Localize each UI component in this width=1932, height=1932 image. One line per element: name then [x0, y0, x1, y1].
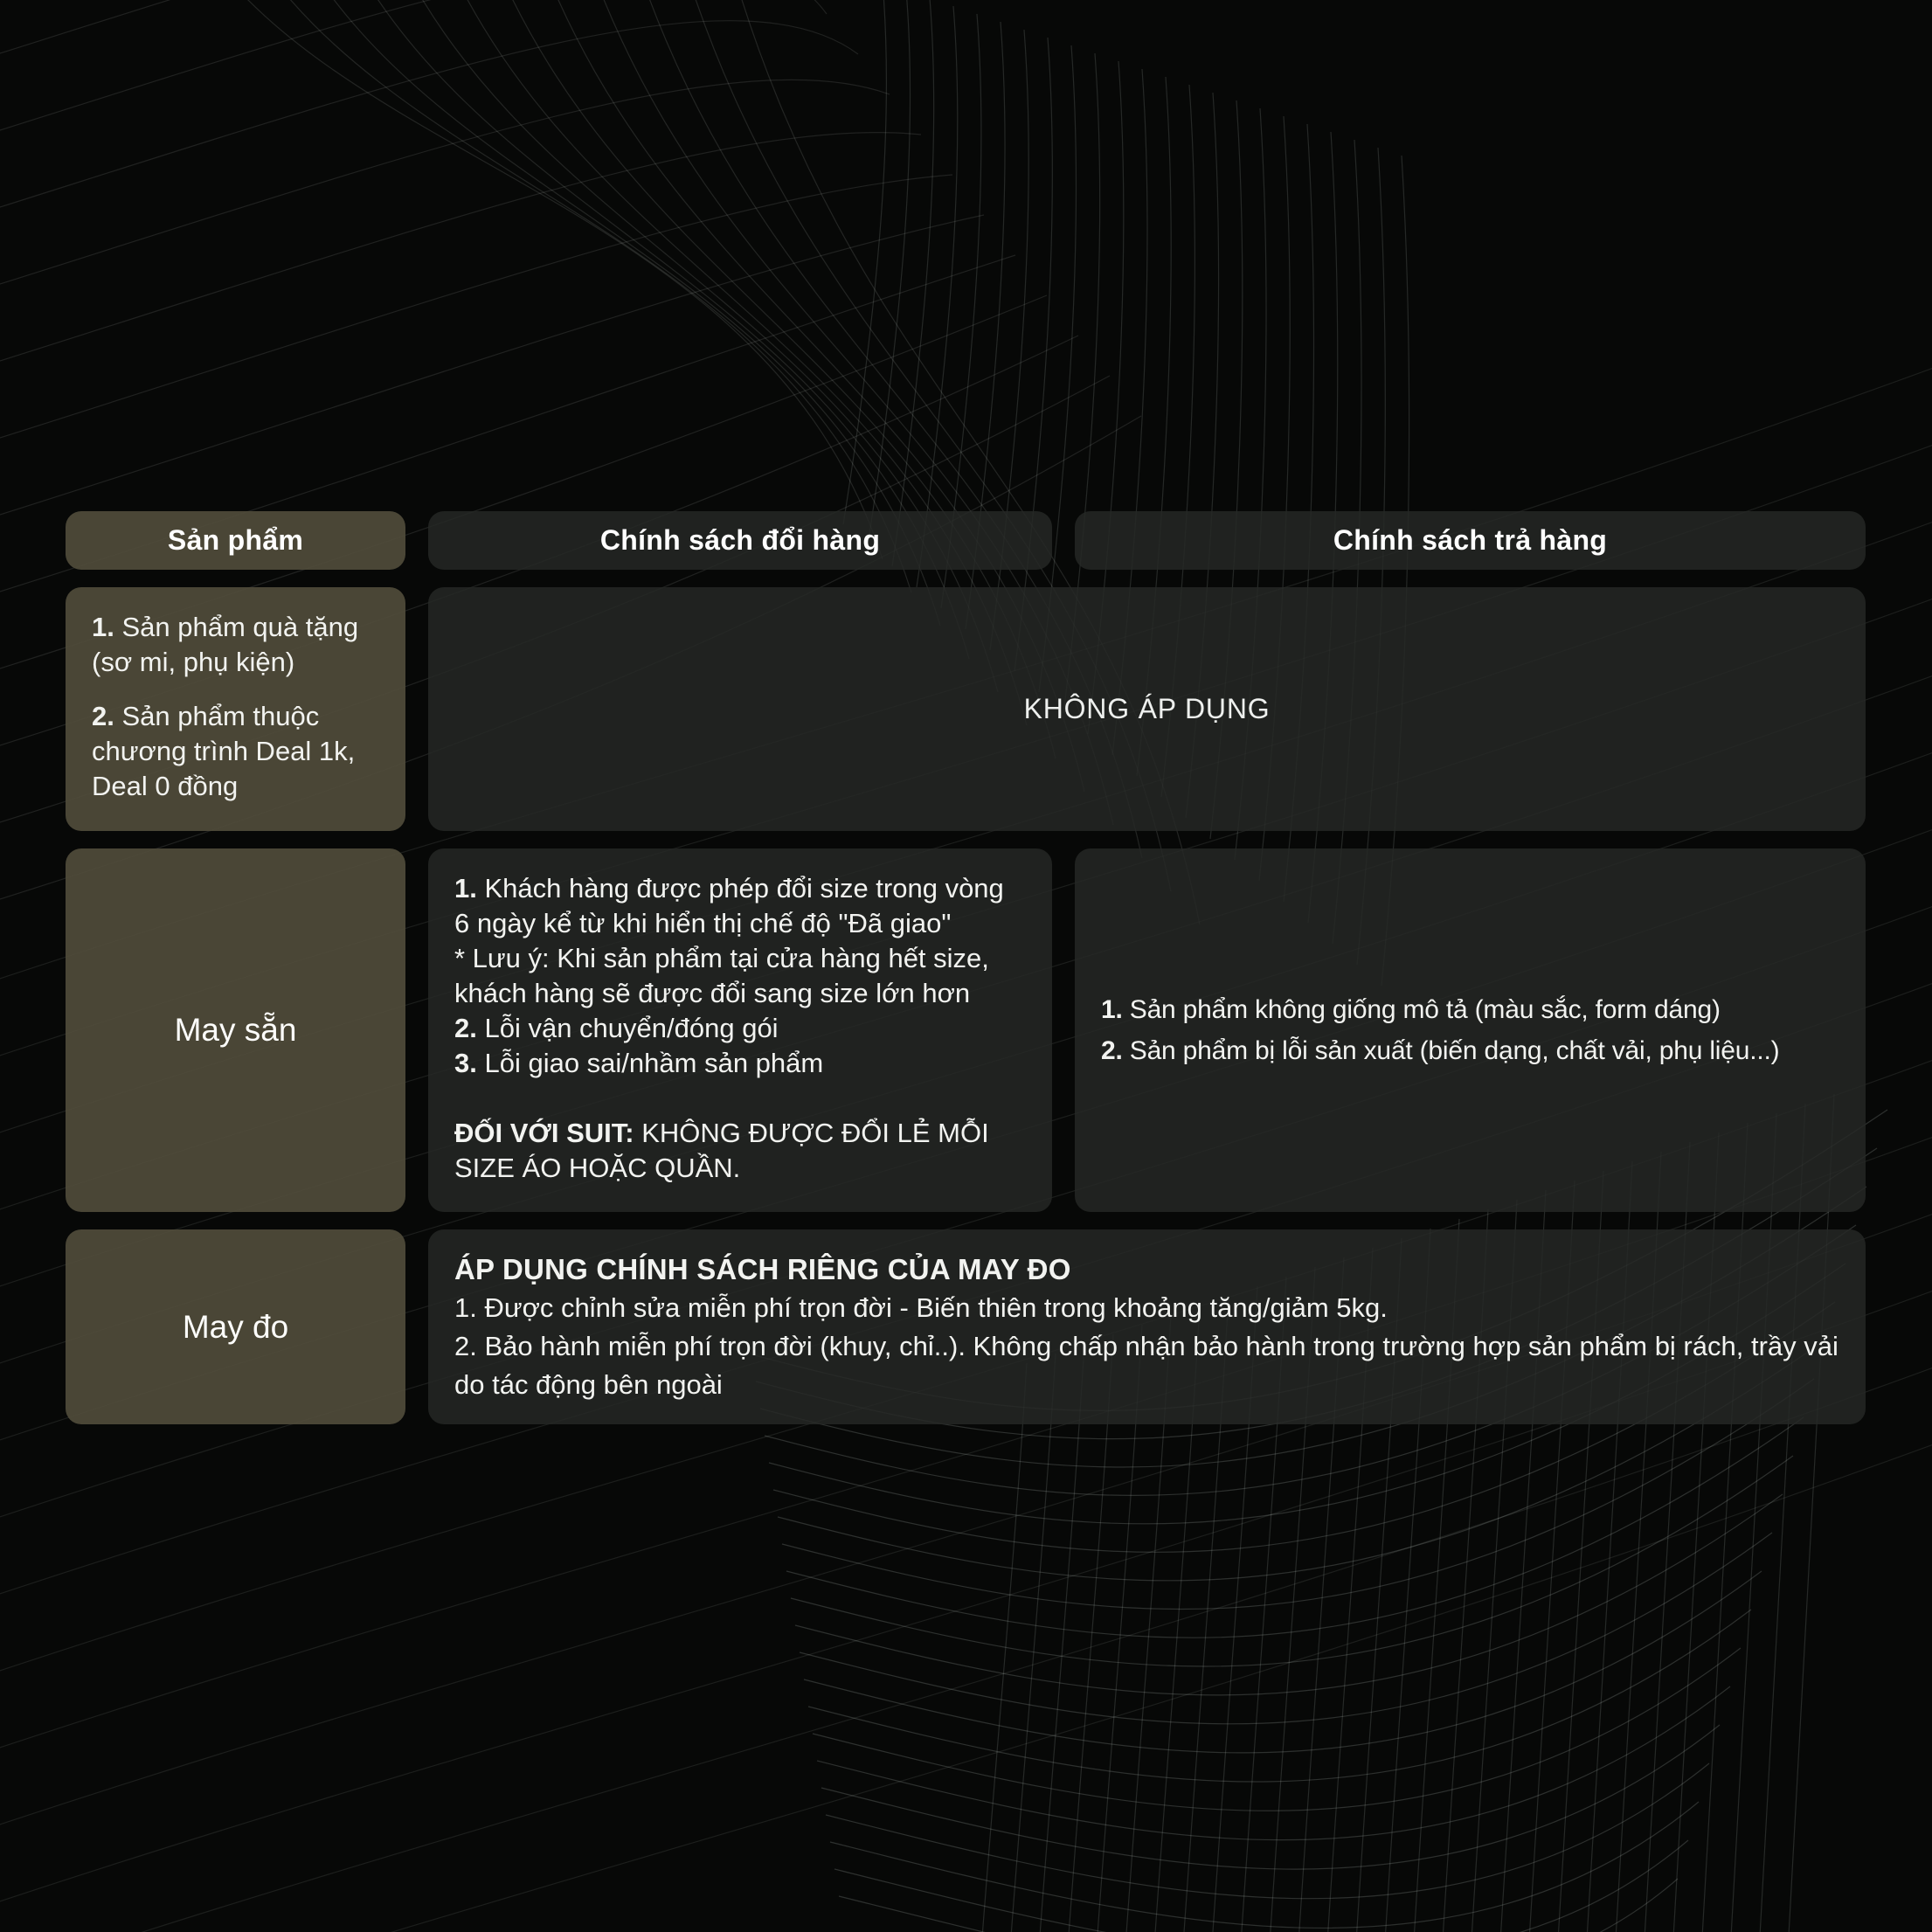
suit-exchange-note [454, 1116, 1026, 1186]
column-header-return-policy [1075, 511, 1866, 570]
item-text: * Lưu ý: Khi sản phẩm tại cửa hàng hết size, khách hàng sẽ được đổi sang size lớn hơn [454, 943, 989, 1008]
exchange-item-3 [454, 1046, 1026, 1081]
item-text: Khách hàng được phép đổi size trong vòng 6 ngày kể từ khi hiển thị chế độ "Đã giao" [454, 873, 1004, 938]
cell-gift-policy-not-applicable [428, 587, 1866, 831]
cell-product-ready-made [66, 848, 405, 1212]
column-header-exchange-policy [428, 511, 1052, 570]
cell-gift-products [66, 587, 405, 831]
wave-line [210, 0, 883, 559]
wave-line [808, 1610, 1751, 1782]
wave-line [0, 215, 984, 531]
item-number: 1. [92, 612, 114, 642]
item-text: Sản phẩm quà tặng (sơ mi, phụ kiện) [92, 612, 359, 677]
wave-line [813, 1648, 1741, 1811]
exchange-item-note [454, 941, 1026, 1011]
item-number: 2. [454, 1013, 477, 1043]
return-item-2 [1101, 1030, 1839, 1071]
exchange-item-1 [454, 871, 1026, 941]
wave-line [0, 21, 858, 224]
wave-line [0, 175, 952, 454]
item-text: Sản phẩm không giống mô tả (màu sắc, form dáng) [1122, 995, 1721, 1024]
gift-product-item-1 [92, 610, 379, 680]
wave-line [834, 1840, 1688, 1932]
made-to-measure-label: May đo [182, 1308, 289, 1345]
cell-product-made-to-measure [66, 1229, 405, 1424]
suit-note-text: KHÔNG ĐƯỢC ĐỔI LẺ MỖI SIZE ÁO HOẶC QUẦN. [454, 1118, 989, 1183]
item-number: 1. [1101, 995, 1123, 1024]
column-header-exchange-label: Chính sách đổi hàng [599, 524, 881, 556]
item-text: Sản phẩm thuộc chương trình Deal 1k, Deal 0 đồng [92, 701, 356, 801]
gift-product-item-2 [92, 699, 379, 804]
wave-line [0, 133, 921, 377]
column-header-product-label: Sản phẩm [167, 524, 304, 556]
policy-table [66, 511, 1867, 1424]
item-number: 3. [454, 1048, 477, 1078]
exchange-item-2 [454, 1011, 1026, 1046]
wave-line [1008, 1354, 1056, 1932]
made-to-measure-policy-line-1: 1. Được chỉnh sửa miễn phí trọn đời - Biến thiên trong khoảng tăng/giảm 5kg. [454, 1291, 1388, 1323]
suit-note-bold: ĐỐI VỚI SUIT: [454, 1118, 634, 1148]
cell-made-to-measure-policy [428, 1229, 1866, 1424]
item-text: Sản phẩm bị lỗi sản xuất (biến dạng, chất vải, phụ liệu...) [1122, 1036, 1780, 1065]
wave-line [0, 0, 795, 70]
wave-line [817, 1686, 1730, 1840]
not-applicable-label: KHÔNG ÁP DỤNG [1023, 693, 1271, 724]
wave-line [257, 0, 911, 592]
wave-line [839, 1879, 1678, 1932]
cell-ready-made-exchange-policy [428, 848, 1052, 1212]
item-number: 2. [92, 701, 114, 731]
cell-ready-made-return-policy [1075, 848, 1866, 1212]
ready-made-label: May sẵn [174, 1012, 297, 1048]
wave-line [0, 0, 827, 147]
wave-line [0, 80, 890, 301]
made-to-measure-policy-line-2: 2. Bảo hành miễn phí trọn đời (khuy, chỉ..). Không chấp nhận bảo hành trong trường hợp sản phẩm bị rách, trầy vải do tác động bên ngoài [454, 1330, 1839, 1400]
item-number: 2. [1101, 1036, 1123, 1065]
wave-line [830, 1802, 1699, 1928]
made-to-measure-policy-title: ÁP DỤNG CHÍNH SÁCH RIÊNG CỦA MAY ĐO [454, 1252, 1071, 1285]
wave-line [800, 1533, 1772, 1724]
column-header-product [66, 511, 405, 570]
column-header-return-label: Chính sách trả hàng [1333, 524, 1608, 556]
return-item-1 [1101, 989, 1839, 1030]
wave-line [0, 1349, 1932, 1932]
item-number: 1. [454, 873, 477, 904]
item-text: Lỗi vận chuyển/đóng gói [476, 1013, 779, 1043]
item-text: Lỗi giao sai/nhầm sản phẩm [476, 1048, 824, 1078]
wave-line [843, 0, 886, 524]
